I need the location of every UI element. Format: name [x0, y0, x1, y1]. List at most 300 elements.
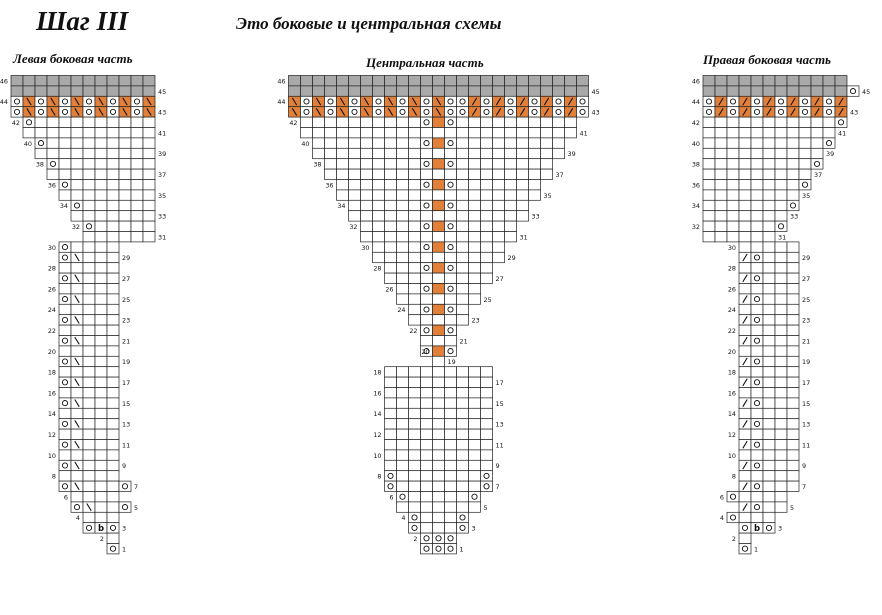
stitch-cell	[433, 544, 445, 554]
stitch-cell	[775, 492, 787, 502]
stitch-cell	[409, 200, 421, 210]
stitch-cell	[409, 440, 421, 450]
stitch-cell	[469, 117, 481, 127]
stitch-cell	[457, 408, 469, 418]
stitch-cell	[457, 273, 469, 283]
stitch-cell	[481, 232, 493, 242]
stitch-cell	[763, 232, 775, 242]
stitch-cell	[529, 128, 541, 138]
stitch-cell	[457, 429, 469, 439]
stitch-cell	[11, 107, 23, 117]
stitch-cell	[751, 159, 763, 169]
stitch-cell	[763, 180, 775, 190]
stitch-cell	[751, 408, 763, 418]
stitch-cell	[59, 180, 71, 190]
chart-row	[728, 388, 799, 398]
stitch-cell	[751, 86, 763, 96]
stitch-cell	[517, 128, 529, 138]
stitch-cell	[397, 471, 409, 481]
stitch-cell	[433, 232, 445, 242]
stitch-cell	[397, 252, 409, 262]
stitch-cell	[847, 86, 859, 96]
stitch-cell	[301, 86, 313, 96]
stitch-cell	[541, 169, 553, 179]
row-number: 14	[727, 410, 736, 419]
stitch-cell	[433, 273, 445, 283]
stitch-cell	[397, 180, 409, 190]
stitch-cell	[445, 86, 457, 96]
stitch-cell	[385, 450, 397, 460]
stitch-cell	[553, 138, 565, 148]
stitch-cell	[83, 481, 95, 491]
stitch-cell	[469, 190, 481, 200]
stitch-cell	[481, 471, 493, 481]
stitch-cell	[143, 180, 155, 190]
row-number: 33	[158, 212, 167, 221]
stitch-cell	[739, 180, 751, 190]
stitch-cell	[107, 388, 119, 398]
chart-row	[728, 284, 799, 294]
stitch-cell	[409, 512, 421, 522]
stitch-cell	[421, 180, 433, 190]
stitch-cell	[787, 148, 799, 158]
stitch-cell	[775, 107, 787, 117]
stitch-cell	[409, 128, 421, 138]
chart-row	[739, 273, 810, 283]
stitch-cell	[83, 460, 95, 470]
stitch-cell	[107, 419, 119, 429]
chart-row	[313, 159, 552, 169]
stitch-cell	[457, 221, 469, 231]
stitch-cell	[541, 117, 553, 127]
stitch-cell	[421, 336, 433, 346]
stitch-cell	[763, 429, 775, 439]
chart-row	[703, 232, 786, 242]
stitch-cell	[397, 148, 409, 158]
stitch-cell	[59, 76, 71, 86]
stitch-cell	[397, 117, 409, 127]
stitch-cell	[505, 96, 517, 106]
stitch-cell	[107, 273, 119, 283]
stitch-cell	[703, 211, 715, 221]
row-number: 8	[731, 472, 736, 481]
stitch-cell	[517, 169, 529, 179]
row-number: 9	[122, 462, 127, 471]
stitch-cell	[373, 96, 385, 106]
stitch-cell	[445, 273, 457, 283]
chart-row	[48, 346, 119, 356]
stitch-cell	[59, 471, 71, 481]
row-number: 30	[361, 243, 370, 252]
stitch-cell	[787, 252, 799, 262]
stitch-cell	[715, 76, 727, 86]
stitch-cell	[59, 315, 71, 325]
stitch-cell	[739, 128, 751, 138]
chart-row	[433, 356, 456, 366]
stitch-cell	[433, 76, 445, 86]
stitch-cell	[373, 159, 385, 169]
stitch-cell	[445, 512, 457, 522]
chart-row	[373, 252, 516, 262]
stitch-cell	[409, 138, 421, 148]
row-number: 25	[122, 295, 131, 304]
stitch-cell	[493, 252, 505, 262]
stitch-cell	[787, 325, 799, 335]
stitch-cell	[751, 148, 763, 158]
stitch-cell	[787, 159, 799, 169]
stitch-cell	[481, 377, 493, 387]
stitch-cell	[505, 221, 517, 231]
stitch-cell	[397, 128, 409, 138]
stitch-cell	[787, 284, 799, 294]
row-number: 37	[555, 171, 564, 179]
stitch-cell	[433, 450, 445, 460]
stitch-cell	[433, 117, 445, 127]
stitch-cell	[445, 429, 457, 439]
stitch-cell	[433, 481, 445, 491]
stitch-cell	[397, 408, 409, 418]
stitch-cell	[421, 148, 433, 158]
stitch-cell	[457, 440, 469, 450]
stitch-cell	[715, 180, 727, 190]
chart-row	[692, 96, 847, 106]
stitch-cell	[409, 169, 421, 179]
stitch-cell	[481, 367, 493, 377]
stitch-cell	[59, 408, 71, 418]
stitch-cell	[433, 398, 445, 408]
row-number: 26	[385, 285, 394, 294]
stitch-cell	[325, 169, 337, 179]
row-number: 45	[158, 87, 167, 96]
chart-row	[59, 336, 130, 346]
row-number: 30	[47, 243, 56, 252]
stitch-cell	[349, 190, 361, 200]
stitch-cell	[799, 76, 811, 86]
stitch-cell	[469, 200, 481, 210]
stitch-cell	[71, 138, 83, 148]
stitch-cell	[421, 512, 433, 522]
stitch-cell	[385, 398, 397, 408]
stitch-cell	[107, 200, 119, 210]
stitch-cell	[715, 128, 727, 138]
stitch-cell	[83, 190, 95, 200]
stitch-cell	[361, 200, 373, 210]
stitch-cell	[95, 398, 107, 408]
stitch-cell	[811, 86, 823, 96]
stitch-cell	[727, 159, 739, 169]
stitch-cell	[445, 190, 457, 200]
stitch-cell	[397, 284, 409, 294]
stitch-cell	[739, 388, 751, 398]
stitch-cell	[457, 512, 469, 522]
stitch-cell	[469, 377, 481, 387]
stitch-cell	[59, 96, 71, 106]
chart-row	[48, 429, 119, 439]
stitch-cell	[71, 180, 83, 190]
stitch-cell	[385, 159, 397, 169]
stitch-cell	[739, 159, 751, 169]
stitch-cell	[517, 117, 529, 127]
stitch-cell	[349, 128, 361, 138]
row-number: 40	[23, 139, 32, 148]
stitch-cell	[409, 232, 421, 242]
stitch-cell	[775, 190, 787, 200]
row-number: 32	[71, 223, 80, 231]
stitch-cell	[703, 76, 715, 86]
row-number: 42	[11, 119, 20, 127]
stitch-cell	[481, 450, 493, 460]
chart-row	[12, 117, 155, 127]
stitch-cell	[107, 440, 119, 450]
stitch-cell	[433, 325, 445, 335]
stitch-cell	[505, 200, 517, 210]
stitch-cell	[71, 190, 83, 200]
stitch-cell	[349, 180, 361, 190]
stitch-cell	[469, 242, 481, 252]
stitch-cell	[433, 408, 445, 418]
row-number: 44	[691, 98, 700, 107]
stitch-cell	[469, 294, 481, 304]
twisted-stitch-symbol: b	[97, 523, 105, 534]
stitch-cell	[119, 180, 131, 190]
stitch-cell	[493, 200, 505, 210]
stitch-cell	[107, 460, 119, 470]
stitch-cell	[409, 502, 421, 512]
chart-row	[692, 159, 823, 169]
stitch-cell	[541, 86, 553, 96]
stitch-cell	[751, 169, 763, 179]
stitch-cell	[445, 325, 457, 335]
chart-row	[728, 346, 799, 356]
stitch-cell	[361, 86, 373, 96]
stitch-cell	[469, 159, 481, 169]
row-number: 20	[421, 347, 430, 356]
stitch-cell	[373, 148, 385, 158]
stitch-cell	[409, 86, 421, 96]
stitch-cell	[313, 76, 325, 86]
stitch-cell	[397, 221, 409, 231]
stitch-cell	[457, 117, 469, 127]
stitch-cell	[131, 107, 143, 117]
chart-row	[728, 304, 799, 314]
stitch-cell	[481, 252, 493, 262]
stitch-cell	[83, 252, 95, 262]
stitch-cell	[71, 502, 83, 512]
stitch-cell	[445, 460, 457, 470]
stitch-cell	[775, 356, 787, 366]
stitch-cell	[553, 86, 565, 96]
stitch-cell	[301, 117, 313, 127]
stitch-cell	[799, 138, 811, 148]
stitch-cell	[763, 377, 775, 387]
stitch-cell	[505, 128, 517, 138]
stitch-cell	[433, 377, 445, 387]
chart-row	[739, 502, 794, 512]
chart-row	[71, 211, 166, 221]
stitch-cell	[409, 117, 421, 127]
stitch-cell	[529, 86, 541, 96]
stitch-cell	[715, 200, 727, 210]
stitch-cell	[349, 148, 361, 158]
stitch-cell	[457, 148, 469, 158]
row-number: 20	[727, 347, 736, 356]
stitch-cell	[119, 481, 131, 491]
chart-row	[48, 450, 119, 460]
stitch-cell	[787, 200, 799, 210]
chart-row	[72, 221, 155, 231]
stitch-cell	[469, 419, 481, 429]
stitch-cell	[775, 159, 787, 169]
chart-row	[59, 460, 126, 470]
stitch-cell	[83, 107, 95, 117]
stitch-cell	[715, 138, 727, 148]
stitch-cell	[35, 107, 47, 117]
stitch-cell	[71, 200, 83, 210]
row-number: 33	[790, 212, 799, 221]
row-number: 38	[35, 160, 44, 169]
stitch-cell	[95, 221, 107, 231]
stitch-cell	[131, 96, 143, 106]
row-number: 23	[471, 316, 480, 325]
row-number: 2	[99, 535, 104, 543]
stitch-cell	[397, 200, 409, 210]
stitch-cell	[119, 159, 131, 169]
stitch-cell	[493, 159, 505, 169]
stitch-cell	[445, 304, 457, 314]
chart-row	[692, 138, 835, 148]
row-number: 15	[122, 399, 131, 408]
stitch-cell	[457, 304, 469, 314]
chart-row	[720, 492, 787, 502]
row-number: 42	[289, 119, 298, 127]
stitch-cell	[529, 96, 541, 106]
stitch-cell	[445, 211, 457, 221]
stitch-cell	[59, 263, 71, 273]
stitch-cell	[23, 76, 35, 86]
chart-row	[64, 492, 119, 502]
stitch-cell	[751, 460, 763, 470]
stitch-cell	[751, 273, 763, 283]
stitch-cell	[131, 159, 143, 169]
row-number: 38	[691, 160, 700, 169]
stitch-cell	[727, 512, 739, 522]
stitch-cell	[59, 346, 71, 356]
row-number: 11	[802, 441, 811, 450]
stitch-cell	[421, 232, 433, 242]
row-number: 9	[495, 462, 500, 471]
stitch-cell	[95, 429, 107, 439]
stitch-cell	[143, 86, 155, 96]
stitch-cell	[445, 346, 457, 356]
stitch-cell	[95, 284, 107, 294]
stitch-cell	[445, 419, 457, 429]
stitch-cell	[715, 159, 727, 169]
stitch-cell	[835, 117, 847, 127]
chart-row	[59, 481, 138, 491]
stitch-cell	[481, 398, 493, 408]
stitch-cell	[787, 190, 799, 200]
stitch-cell	[385, 232, 397, 242]
stitch-cell	[751, 471, 763, 481]
center-panel-title: Центральная часть	[366, 55, 484, 70]
stitch-cell	[373, 169, 385, 179]
stitch-cell	[361, 211, 373, 221]
row-number: 3	[778, 524, 783, 533]
chart-row	[739, 460, 806, 470]
stitch-cell	[119, 221, 131, 231]
stitch-cell	[763, 211, 775, 221]
stitch-cell	[397, 263, 409, 273]
stitch-cell	[751, 356, 763, 366]
stitch-cell	[763, 325, 775, 335]
stitch-cell	[107, 429, 119, 439]
left-panel-grid	[0, 76, 166, 554]
stitch-cell	[59, 159, 71, 169]
stitch-cell	[445, 398, 457, 408]
row-number: 1	[122, 545, 127, 554]
row-number: 11	[122, 441, 131, 450]
stitch-cell	[787, 346, 799, 356]
row-number: 14	[373, 410, 382, 419]
stitch-cell	[529, 117, 541, 127]
stitch-cell	[433, 512, 445, 522]
stitch-cell	[337, 138, 349, 148]
stitch-cell	[799, 180, 811, 190]
chart-row	[373, 367, 492, 377]
stitch-cell	[739, 148, 751, 158]
row-number: 46	[277, 77, 286, 86]
stitch-cell	[313, 128, 325, 138]
stitch-cell	[83, 211, 95, 221]
stitch-cell	[95, 471, 107, 481]
stitch-cell	[119, 190, 131, 200]
row-number: 24	[397, 306, 406, 315]
stitch-cell	[727, 96, 739, 106]
stitch-cell	[823, 86, 835, 96]
stitch-cell	[553, 128, 565, 138]
stitch-cell	[739, 263, 751, 273]
stitch-cell	[95, 440, 107, 450]
row-number: 12	[373, 431, 382, 439]
row-number: 41	[158, 129, 167, 138]
stitch-cell	[385, 86, 397, 96]
chart-row	[277, 76, 588, 86]
chart-row	[409, 523, 476, 533]
stitch-cell	[143, 138, 155, 148]
stitch-cell	[95, 76, 107, 86]
stitch-cell	[421, 408, 433, 418]
chart-row	[349, 221, 516, 231]
stitch-cell	[337, 169, 349, 179]
stitch-cell	[727, 211, 739, 221]
stitch-cell	[385, 408, 397, 418]
stitch-cell	[469, 76, 481, 86]
stitch-cell	[799, 148, 811, 158]
stitch-cell	[457, 450, 469, 460]
row-number: 30	[727, 243, 736, 252]
stitch-cell	[751, 232, 763, 242]
stitch-cell	[457, 460, 469, 470]
stitch-cell	[59, 429, 71, 439]
stitch-cell	[751, 304, 763, 314]
stitch-cell	[775, 96, 787, 106]
stitch-cell	[83, 471, 95, 481]
row-number: 9	[802, 462, 807, 471]
stitch-cell	[775, 367, 787, 377]
stitch-cell	[727, 190, 739, 200]
stitch-cell	[703, 138, 715, 148]
stitch-cell	[763, 138, 775, 148]
